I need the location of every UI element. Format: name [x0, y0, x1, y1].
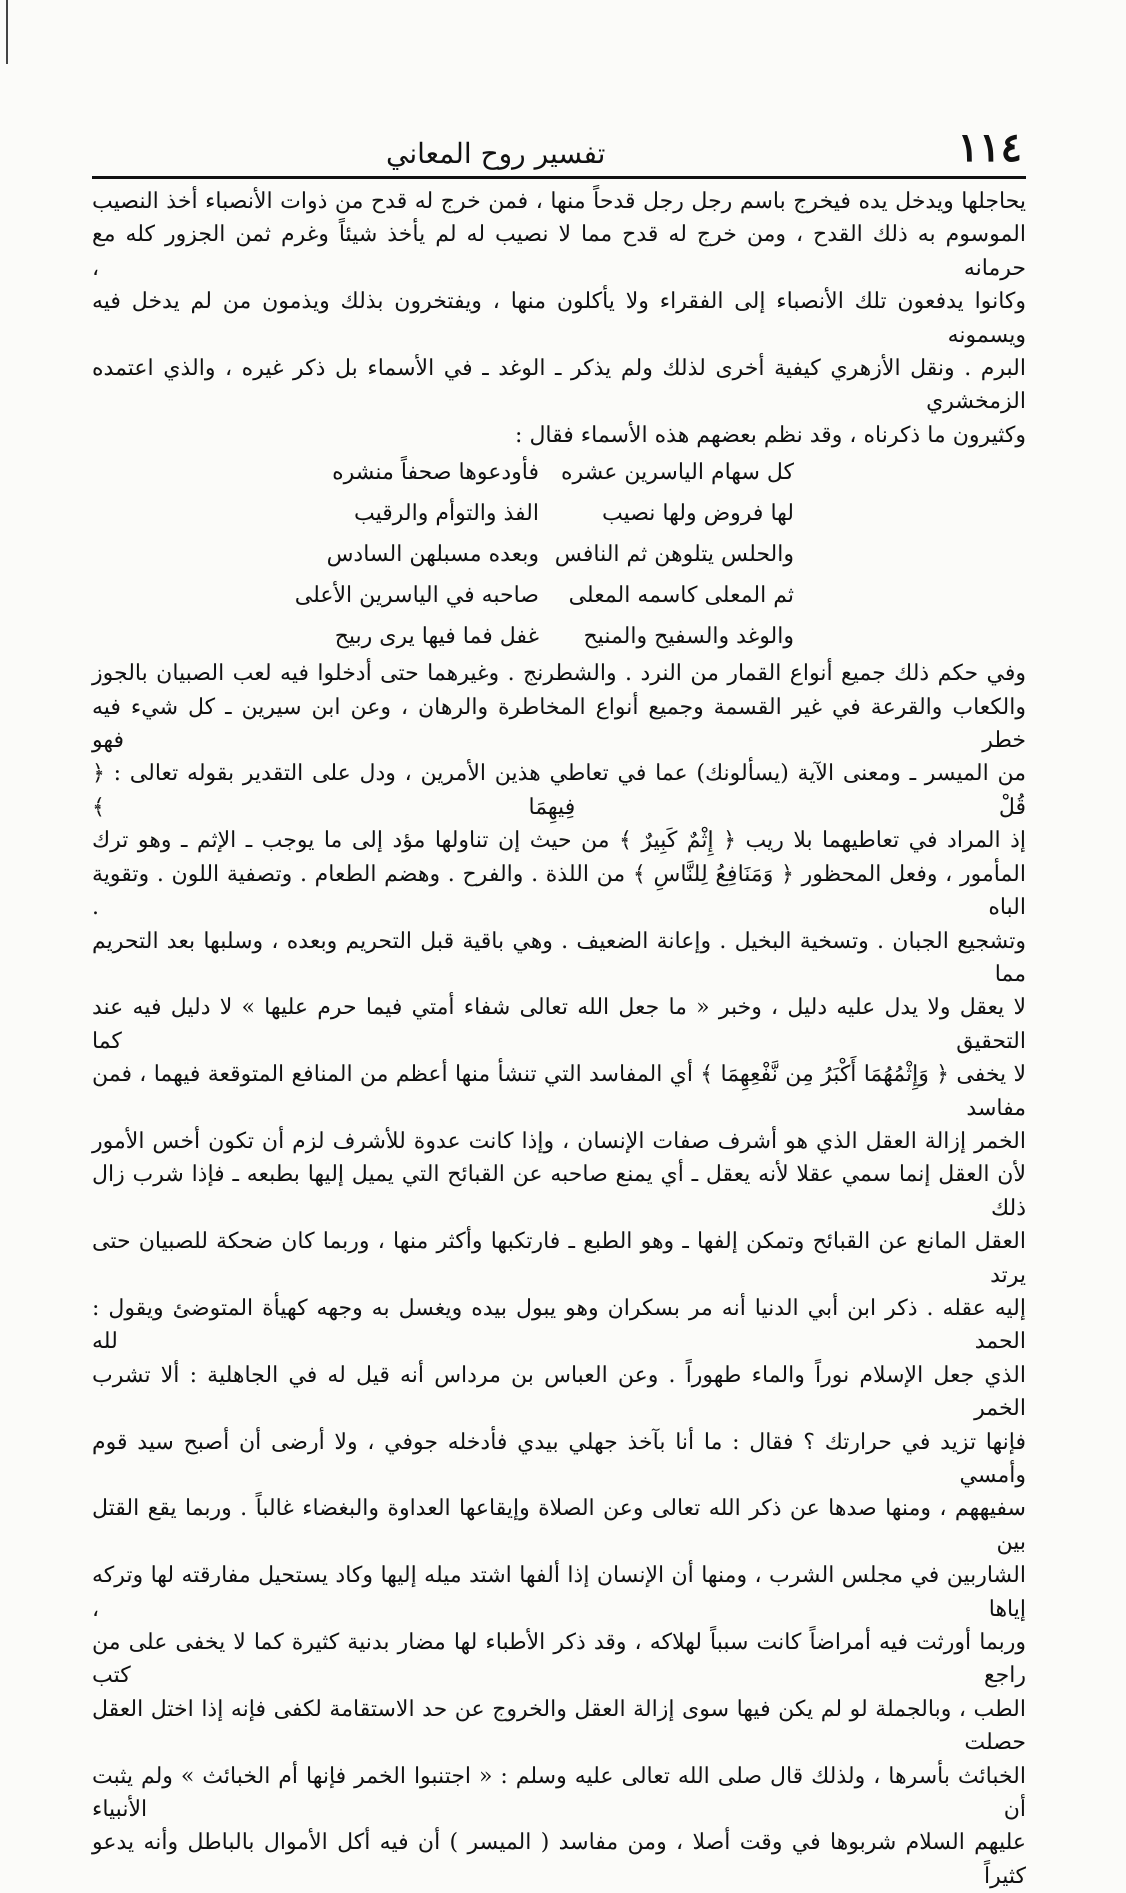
- poem-verse: [324, 616, 794, 657]
- hemistich-left: غفل فما فيها يرى ربيح: [334, 624, 539, 650]
- header-rule: [92, 176, 1026, 179]
- text-line: المأمور ، وفعل المحظور ﴿ وَمَنَافِعُ لِلنَّاسِ ﴾ من اللذة . والفرح . وهضم الطعام . وتصفية اللون . وتقوية الباه .: [92, 861, 1026, 921]
- text-line: لأن العقل إنما سمي عقلا لأنه يعقل ـ أي يمنع صاحبه عن القبائح التي يميل إليها بطبعه ـ فإذا شرب زال ذلك: [92, 1162, 1026, 1221]
- text-line: إليه عقله . ذكر ابن أبي الدنيا أنه مر بسكران وهو يبول بيده ويغسل به وجهه كهيأة المتوضئ ويقول : الحمد لله: [92, 1295, 1026, 1355]
- text-line: البرم . ونقل الأزهري كيفية أخرى لذلك ولم يذكر ـ الوغد ـ في الأسماء بل ذكر غيره ، والذي اعتمده الزمخشري: [92, 356, 1026, 415]
- hemistich-left: فأودعوها صحفاً منشره: [332, 460, 539, 486]
- text-line: وكانوا يدفعون تلك الأنصباء إلى الفقراء ولا يأكلون منها ، ويفتخرون بذلك ويذمون من لم يدخل فيه ويسمونه: [92, 289, 1026, 348]
- text-line: لا يعقل ولا يدل عليه دليل ، وخبر « ما جعل الله تعالى شفاء أمتي فيما حرم عليها » لا دليل فيه عند التحقيق كما: [92, 995, 1026, 1054]
- poem-verse: [324, 534, 794, 575]
- hemistich-right: والوغد والسفيح والمنيح: [583, 624, 794, 650]
- text-line: فإنها تزيد في حرارتك ؟ فقال : ما أنا بآخذ جهلي بيدي فأدخله جوفي ، ولا أرضى أن أصبح سيد قوم وأمسي: [92, 1429, 1026, 1488]
- text-line: يحاجلها ويدخل يده فيخرج باسم رجل رجل قدحاً منها ، فمن خرج له قدح من ذوات الأنصباء أخذ النصيب: [92, 189, 1026, 214]
- text-line: من الميسر ـ ومعنى الآية (يسألونك) عما في تعاطي هذين الأمرين ، ودل على التقدير بقوله تعالى : ﴿ قُلْ فِيهِمَا ﴾: [92, 761, 1026, 820]
- hemistich-left: صاحبه في الياسرين الأعلى: [294, 583, 539, 609]
- paragraph-1: [92, 185, 1026, 452]
- poem-verse: [324, 493, 794, 534]
- running-title: تفسير روح المعاني: [386, 137, 606, 170]
- text-line: عليهم السلام شربوها في وقت أصلا ، ومن مفاسد ( الميسر ) أن فيه أكل الأموال بالباطل وأنه يدعو كثيراً: [92, 1830, 1026, 1889]
- hemistich-left: وبعده مسبلهن السادس: [326, 542, 539, 568]
- hemistich-right: والحلس يتلوهن ثم النافس: [554, 542, 794, 568]
- text-line: وتشجيع الجبان . وتسخية البخيل . وإعانة الضعيف . وهي باقية قبل التحريم وبعده ، وسلبها بعد التحريم مما: [92, 928, 1026, 987]
- scan-margin-edge: [6, 0, 8, 64]
- text-line: لا يخفى ﴿ وَإِثْمُهُمَا أَكْبَرُ مِن نَّفْعِهِمَا ﴾ أي المفاسد التي تنشأ منها أعظم من المنافع المتوقعة فيهما ، فمن مفاسد: [92, 1062, 1026, 1121]
- text-line: الموسوم به ذلك القدح ، ومن خرج له قدح مما لا نصيب له لم يأخذ شيئاً وغرم ثمن الجزور كله مع حرمانه ،: [92, 222, 1026, 281]
- text-line: الشاربين في مجلس الشرب ، ومنها أن الإنسان إذا ألفها اشتد ميله إليها وكاد يستحيل مفارقته لها وتركه إياها ،: [92, 1563, 1026, 1622]
- text-line: الخمر إزالة العقل الذي هو أشرف صفات الإنسان ، وإذا كانت عدوة للأشرف لزم أن تكون أخس الأمور: [92, 1128, 1026, 1154]
- text-line: وربما أورثت فيه أمراضاً كانت سبباً لهلاكه ، وقد ذكر الأطباء لها مضار بدنية كثيرة كما لا يخفى على من راجع كتب: [92, 1630, 1026, 1689]
- hemistich-right: لها فروض ولها نصيب: [601, 501, 794, 527]
- text-line: وكثيرون ما ذكرناه ، وقد نظم بعضهم هذه الأسماء فقال :: [515, 422, 1026, 448]
- poem-verse: [294, 575, 794, 616]
- page: [92, 120, 1026, 1893]
- page-number: ١١٤: [957, 124, 1022, 171]
- hemistich-right: ثم المعلى كاسمه المعلى: [568, 583, 794, 609]
- text-line: وفي حكم ذلك جميع أنواع القمار من النرد . والشطرنج . وغيرهما حتى أدخلوا فيه لعب الصبيان بالجوز: [92, 661, 1026, 687]
- text-line: الخبائث بأسرها ، ولذلك قال صلى الله تعالى عليه وسلم : « اجتنبوا الخمر فإنها أم الخبائث » ولم يثبت أن الأنبياء: [92, 1763, 1026, 1823]
- text-line: والكعاب والقرعة في غير القسمة وجميع أنواع المخاطرة والرهان ، وعن ابن سيرين ـ كل شيء فيه خطر فهو: [92, 694, 1026, 754]
- poem-verse: [324, 452, 794, 493]
- paragraph-2: [92, 657, 1026, 1893]
- text-line: الذي جعل الإسلام نوراً والماء طهوراً . وعن العباس بن مرداس أنه قيل له في الجاهلية : ألا تشرب الخمر: [92, 1362, 1026, 1422]
- hemistich-right: كل سهام الياسرين عشره: [560, 460, 794, 486]
- poem: [294, 452, 794, 657]
- text-line: إذ المراد في تعاطيهما بلا ريب ﴿ إِثْمٌ كَبِيرٌ ﴾ من حيث إن تناولها مؤد إلى ما يوجب ـ الإثم ـ وهو ترك: [92, 828, 1026, 854]
- page-header: [92, 120, 1026, 171]
- text-line: العقل المانع عن القبائح وتمكن إلفها ـ وهو الطبع ـ فارتكبها وأكثر منها ، وربما كان ضحكة للصبيان حتى يرتد: [92, 1229, 1026, 1288]
- text-line: سفيههم ، ومنها صدها عن ذكر الله تعالى وعن الصلاة وإيقاعها العداوة والبغضاء غالباً . وربما يقع القتل بين: [92, 1496, 1026, 1555]
- hemistich-left: الفذ والتوأم والرقيب: [354, 501, 539, 527]
- text-line: الطب ، وبالجملة لو لم يكن فيها سوى إزالة العقل والخروج عن حد الاستقامة لكفى فإنه إذا اختل العقل حصلت: [92, 1696, 1026, 1756]
